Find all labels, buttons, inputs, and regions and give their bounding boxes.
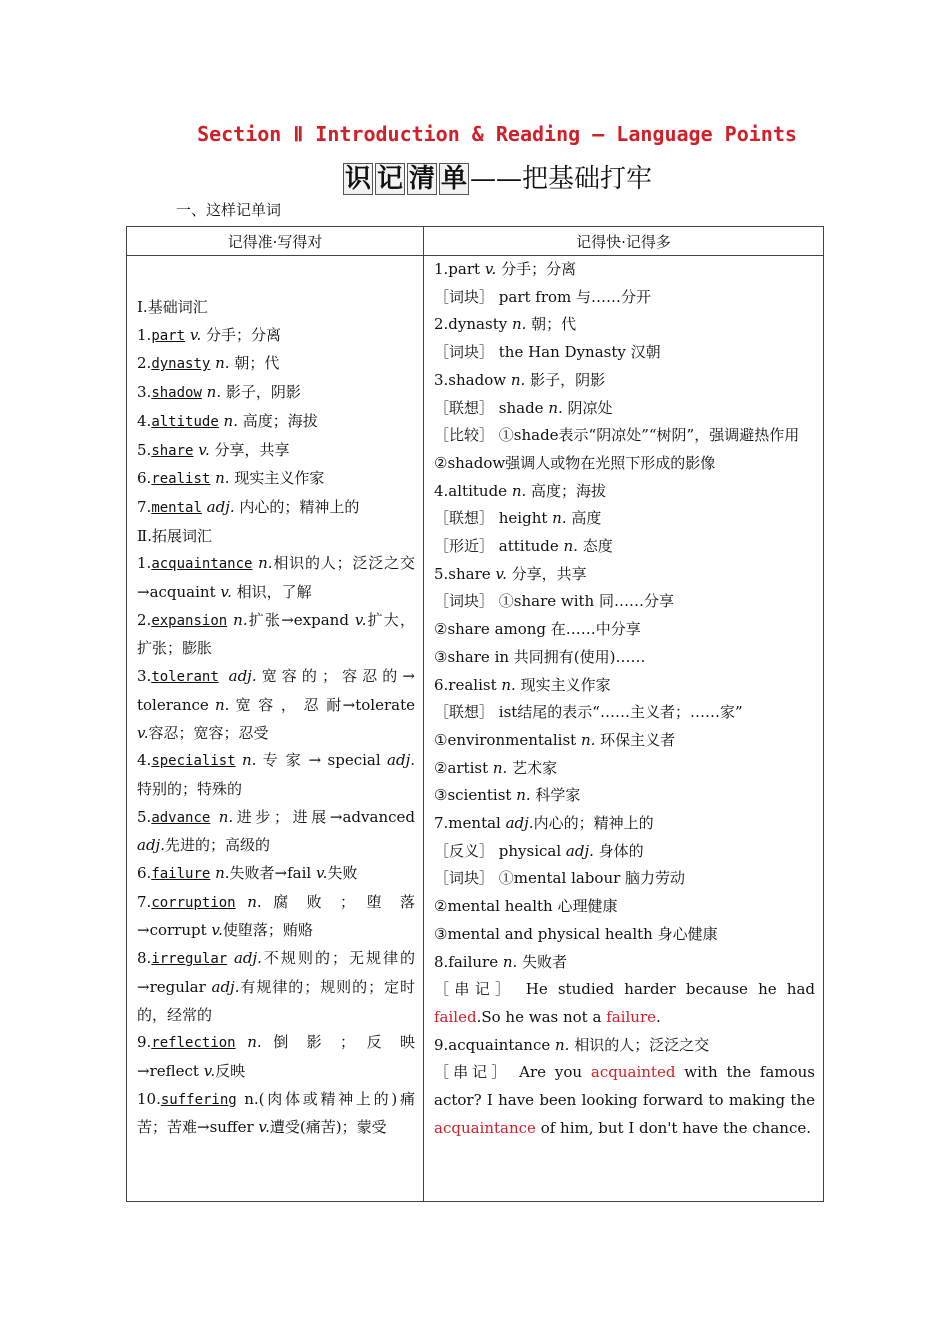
right-vocab-line: 4.altitude n. 高度；海拔 bbox=[434, 481, 607, 500]
right-vocab-line: 5.share v. 分享，共享 bbox=[434, 564, 587, 583]
right-vocab-line: ③mental and physical health 身心健康 bbox=[434, 924, 718, 943]
left-vocab-line: 8.irregular adj.不规则的；无规律的→regular adj.有规律的；规则的；定时的，经常的 bbox=[137, 949, 415, 1024]
left-vocab-line: Ⅱ.拓展词汇 bbox=[137, 526, 212, 545]
right-vocab-line: ②mental health 心理健康 bbox=[434, 897, 618, 916]
left-vocab-line: 9.reflection n. 倒 影 ； 反 映→reflect v.反映 bbox=[137, 1033, 415, 1080]
right-vocab-line: ②share among 在……中分享 bbox=[434, 620, 641, 639]
right-vocab-line: ［串记］ Are you acquainted with the famous actor? I have been looking forward to making the acquaintance of him, but I don't have the chance. bbox=[434, 1063, 820, 1137]
left-vocab-line: 2.expansion n.扩张→expand v.扩大，扩张；膨胀 bbox=[137, 610, 415, 658]
right-column-cell bbox=[424, 256, 824, 1202]
right-vocab-line: ［串记］ He studied harder because he had failed.So he was not a failure. bbox=[434, 980, 820, 1026]
column-header-left: 记得准·写得对 bbox=[127, 227, 424, 256]
right-vocab-line: ①environmentalist n. 环保主义者 bbox=[434, 730, 676, 749]
boxed-char: 单 bbox=[441, 164, 468, 194]
right-vocab-line: ③scientist n. 科学家 bbox=[434, 786, 581, 805]
left-vocab-line: 6.realist n. 现实主义作家 bbox=[137, 469, 325, 488]
left-vocab-line: Ⅰ.基础词汇 bbox=[137, 298, 208, 316]
right-vocab-line: 8.failure n. 失败者 bbox=[434, 952, 568, 971]
boxed-char: 清 bbox=[408, 164, 435, 194]
right-vocab-line: 2.dynasty n. 朝；代 bbox=[434, 315, 577, 334]
right-vocab-line: ［比较］ ①shade表示“阴凉处”“树阴”，强调避热作用 bbox=[434, 426, 800, 445]
right-vocab-line: ［联想］ ist结尾的表示“……主义者；……家” bbox=[434, 703, 743, 722]
left-vocab-line: 1.acquaintance n.相识的人；泛泛之交→acquaint v. 相识，了解 bbox=[137, 554, 415, 602]
left-vocab-line: 2.dynasty n. 朝；代 bbox=[137, 354, 280, 373]
right-vocab-line: 3.shadow n. 影子，阴影 bbox=[434, 370, 606, 389]
left-vocab-line: 4.specialist n. 专 家 → special adj.特别的；特殊的 bbox=[137, 751, 415, 798]
left-vocab-line: 5.share v. 分享，共享 bbox=[137, 440, 290, 459]
boxed-char: 记 bbox=[376, 164, 403, 194]
column-header-right: 记得快·记得多 bbox=[424, 227, 824, 256]
right-vocab-line: 7.mental adj.内心的；精神上的 bbox=[434, 814, 654, 833]
right-vocab-line: ［词块］ part from 与……分开 bbox=[434, 287, 652, 306]
page-title: Section Ⅱ Introduction & Reading — Language Points bbox=[197, 122, 797, 146]
right-vocab-line: ②artist n. 艺术家 bbox=[434, 758, 558, 777]
right-vocab-line: ③share in 共同拥有(使用)…… bbox=[434, 647, 646, 666]
subtitle-text: ——把基础打牢 bbox=[470, 164, 653, 194]
right-vocab-line: ［反义］ physical adj. 身体的 bbox=[434, 841, 644, 860]
right-vocab-line: ②shadow强调人或物在光照下形成的影像 bbox=[434, 453, 716, 472]
right-vocab-line: ［词块］ ①share with 同……分享 bbox=[434, 592, 674, 611]
section-heading: 一、这样记单词 bbox=[176, 201, 282, 219]
vocab-table bbox=[126, 226, 824, 1202]
right-vocab-line: ［联想］ height n. 高度 bbox=[434, 509, 602, 528]
right-vocab-line: ［词块］ ①mental labour 脑力劳动 bbox=[434, 869, 686, 888]
left-vocab-line: 5.advance n.进步；进展→advanced adj.先进的；高级的 bbox=[137, 807, 420, 855]
left-vocab-line: 7.corruption n. 腐 败 ； 堕 落→corrupt v.使堕落；贿赂 bbox=[137, 892, 415, 940]
left-vocab-line: 7.mental adj. 内心的；精神上的 bbox=[137, 497, 360, 516]
right-vocab-line: ［联想］ shade n. 阴凉处 bbox=[434, 398, 613, 417]
right-vocab-line: 6.realist n. 现实主义作家 bbox=[434, 675, 611, 694]
left-vocab-line: 3.shadow n. 影子，阴影 bbox=[137, 383, 301, 402]
left-vocab-line: 6.failure n.失败者→fail v.失败 bbox=[137, 864, 358, 883]
left-vocab-line: 4.altitude n. 高度；海拔 bbox=[137, 411, 318, 430]
left-vocab-line: 1.part v. 分手；分离 bbox=[137, 325, 282, 344]
boxed-char: 识 bbox=[344, 164, 371, 194]
right-vocab-line: 1.part v. 分手；分离 bbox=[434, 260, 577, 278]
right-vocab-line: ［词块］ the Han Dynasty 汉朝 bbox=[434, 343, 661, 362]
section-subtitle bbox=[0, 158, 950, 195]
right-vocab-line: ［形近］ attitude n. 态度 bbox=[434, 537, 613, 556]
right-vocab-line: 9.acquaintance n. 相识的人；泛泛之交 bbox=[434, 1035, 710, 1054]
left-vocab-line: 10.suffering n.(肉体或精神上的)痛苦；苦难→suffer v.遭受(痛苦)；蒙受 bbox=[137, 1089, 415, 1137]
left-vocab-line: 3.tolerant adj.宽容的；容忍的→ tolerance n. 宽 容 ， 忍 耐→tolerate v.容忍；宽容；忍受 bbox=[137, 667, 420, 742]
left-column-cell bbox=[127, 256, 424, 1202]
